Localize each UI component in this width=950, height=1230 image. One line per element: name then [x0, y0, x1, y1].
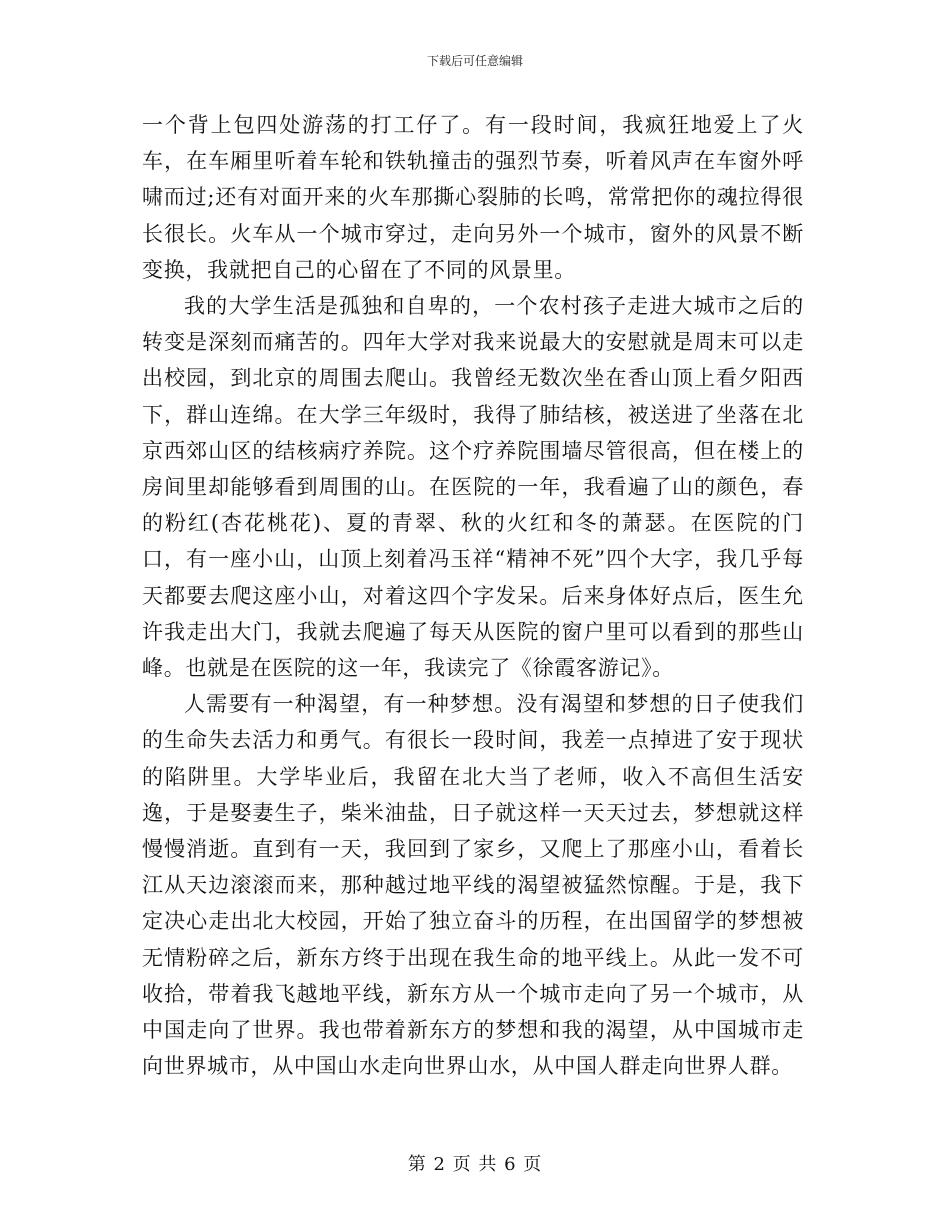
paragraph-1: 一个背上包四处游荡的打工仔了。有一段时间，我疯狂地爱上了火车，在车厢里听着车轮和铁轨撞击的强烈节奏，听着风声在车窗外呼啸而过;还有对面开来的火车那撕心裂肺的长鸣，常常把你的魂拉得很长很长。火车从一个城市穿过，走向另外一个城市，窗外的风景不断变换，我就把自己的心留在了不同的风景里。	[142, 113, 804, 282]
document-body	[142, 107, 804, 1084]
paragraph-3: 人需要有一种渴望，有一种梦想。没有渴望和梦想的日子使我们的生命失去活力和勇气。有很长一段时间，我差一点掉进了安于现状的陷阱里。大学毕业后，我留在北大当了老师，收入不高但生活安逸，于是娶妻生子，柴米油盐，日子就这样一天天过去，梦想就这样慢慢消逝。直到有一天，我回到了家乡，又爬上了那座小山，看着长江从天边滚滚而来，那种越过地平线的渴望被猛然惊醒。于是，我下定决心走出北大校园，开始了独立奋斗的历程，在出国留学的梦想被无情粉碎之后，新东方终于出现在我生命的地平线上。从此一发不可收拾，带着我飞越地平线，新东方从一个城市走向了另一个城市，从中国走向了世界。我也带着新东方的梦想和我的渴望，从中国城市走向世界城市，从中国山水走向世界山水，从中国人群走向世界人群。	[142, 692, 804, 1079]
page-footer: 第 2 页 共 6 页	[407, 1154, 543, 1175]
paragraph-2: 我的大学生活是孤独和自卑的，一个农村孩子走进大城市之后的转变是深刻而痛苦的。四年大学对我来说最大的安慰就是周末可以走出校园，到北京的周围去爬山。我曾经无数次坐在香山顶上看夕阳西下，群山连绵。在大学三年级时，我得了肺结核，被送进了坐落在北京西郊山区的结核病疗养院。这个疗养院围墙尽管很高，但在楼上的房间里却能够看到周围的山。在医院的一年，我看遍了山的颜色，春的粉红(杏花桃花)、夏的青翠、秋的火红和冬的萧瑟。在医院的门口，有一座小山，山顶上刻着冯玉祥“精神不死”四个大字，我几乎每天都要去爬这座小山，对着这四个字发呆。后来身体好点后，医生允许我走出大门，我就去爬遍了每天从医院的窗户里可以看到的那些山峰。也就是在医院的这一年，我读完了《徐霞客游记》。	[142, 294, 804, 681]
page-header: 下载后可任意编辑	[426, 54, 523, 68]
